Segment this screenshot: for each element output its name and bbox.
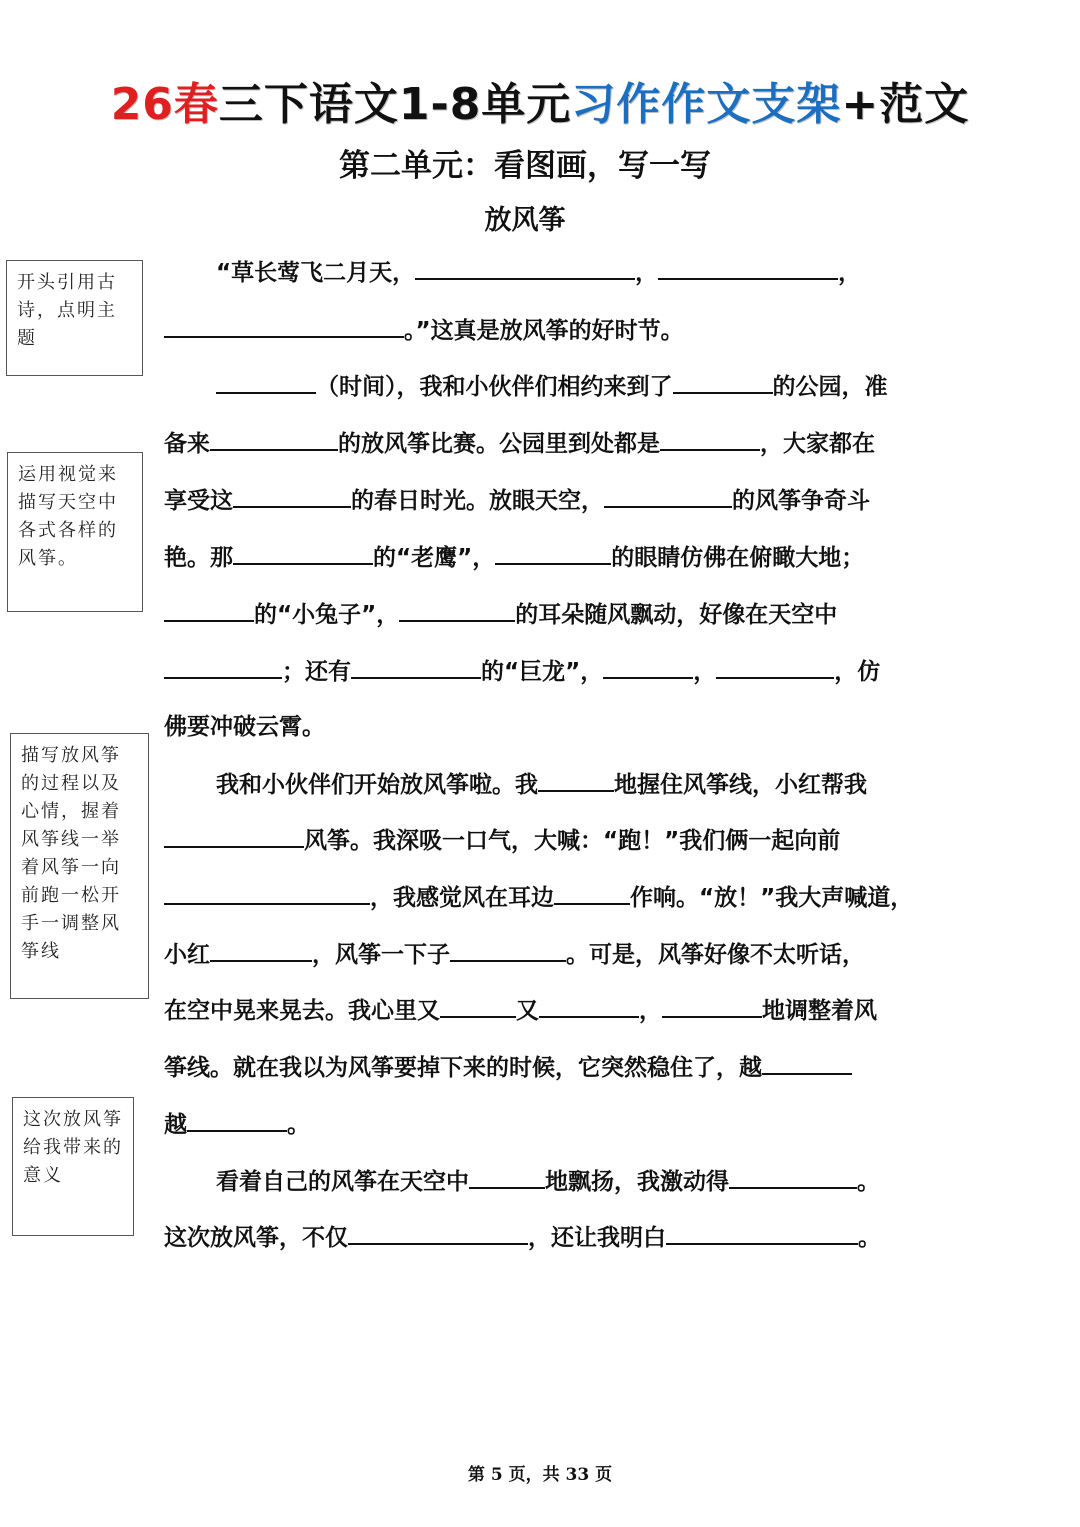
fill-in-blank[interactable] xyxy=(660,423,760,451)
essay-text: 。可是，风筝好像不太听话， xyxy=(566,942,865,968)
essay-text: ，仿 xyxy=(834,659,881,685)
fill-in-blank[interactable] xyxy=(216,366,316,394)
fill-in-blank[interactable] xyxy=(762,1047,852,1075)
essay-text: “草长莺飞二月天， xyxy=(216,260,416,286)
fill-in-blank[interactable] xyxy=(233,537,373,565)
essay-text: ，我感觉风在耳边 xyxy=(370,885,554,911)
essay-text: 的“巨龙”， xyxy=(481,659,604,685)
essay-text: 。 xyxy=(858,1225,881,1251)
essay-text: 佛要冲破云霄。 xyxy=(164,714,325,740)
essay-text: 看着自己的风筝在天空中 xyxy=(216,1169,469,1195)
essay-text: 地握住风筝线，小红帮我 xyxy=(614,772,867,798)
essay-text: 地飘扬，我激动得 xyxy=(545,1169,729,1195)
fill-in-blank[interactable] xyxy=(164,820,304,848)
essay-title: 放风筝 xyxy=(484,205,566,236)
essay-line xyxy=(164,366,888,406)
fill-in-blank[interactable] xyxy=(187,1104,287,1132)
title-part: 26春 xyxy=(110,79,219,130)
essay-line xyxy=(164,707,325,747)
essay-text: ，还让我明白 xyxy=(528,1225,666,1251)
essay-line xyxy=(164,877,913,917)
fill-in-blank[interactable] xyxy=(164,310,404,338)
essay-text: 的耳朵随风飘动，好像在天空中 xyxy=(515,602,838,628)
margin-note-visual: 运用视觉来描写天空中各式各样的风筝。 xyxy=(7,452,143,612)
essay-text: 作响。“放！”我大声喊道， xyxy=(630,885,914,911)
essay-line xyxy=(164,537,864,577)
essay-line xyxy=(164,651,880,691)
fill-in-blank[interactable] xyxy=(658,252,838,280)
essay-text: 这次放风筝，不仅 xyxy=(164,1225,348,1251)
essay-text: 的放风筝比赛。公园里到处都是 xyxy=(338,431,660,457)
unit-subtitle: 第二单元：看图画，写一写 xyxy=(339,148,711,184)
essay-line xyxy=(164,594,837,634)
essay-text: 越 xyxy=(164,1112,187,1138)
fill-in-blank[interactable] xyxy=(210,423,338,451)
fill-in-blank[interactable] xyxy=(538,764,614,792)
title-part: 习作作文支架 xyxy=(571,79,842,130)
essay-text: ， xyxy=(838,260,862,286)
essay-line xyxy=(164,934,865,974)
margin-note-opening: 开头引用古诗，点明主题 xyxy=(6,260,143,376)
essay-text: 的“老鹰”， xyxy=(373,545,496,571)
page-number: 第 5 页，共 33 页 xyxy=(467,1465,613,1485)
essay-text: 的公园，准 xyxy=(772,374,888,400)
fill-in-blank[interactable] xyxy=(662,990,762,1018)
fill-in-blank[interactable] xyxy=(469,1161,545,1189)
essay-text: ；还有 xyxy=(282,659,351,685)
fill-in-blank[interactable] xyxy=(604,480,732,508)
fill-in-blank[interactable] xyxy=(348,1217,528,1245)
fill-in-blank[interactable] xyxy=(729,1161,857,1189)
essay-text: 备来 xyxy=(164,431,210,457)
fill-in-blank[interactable] xyxy=(399,594,515,622)
essay-text: ， xyxy=(639,998,662,1024)
essay-text: 我和小伙伴们开始放风筝啦。我 xyxy=(216,772,538,798)
essay-text: 享受这 xyxy=(164,488,233,514)
essay-text: 的“小兔子”， xyxy=(254,602,400,628)
margin-note-meaning: 这次放风筝给我带来的意义 xyxy=(12,1097,134,1236)
essay-text: 地调整着风 xyxy=(762,998,877,1024)
essay-line xyxy=(164,1161,880,1201)
fill-in-blank[interactable] xyxy=(164,594,254,622)
essay-line xyxy=(164,1047,852,1087)
essay-text: ， xyxy=(693,659,717,685)
margin-note-process: 描写放风筝的过程以及心情，握着风筝线一举着风筝一向前跑一松开手一调整风筝线 xyxy=(10,733,149,999)
fill-in-blank[interactable] xyxy=(603,651,693,679)
essay-text: 。”这真是放风筝的好时节。 xyxy=(404,318,684,344)
essay-text: 艳。那 xyxy=(164,545,233,571)
fill-in-blank[interactable] xyxy=(666,1217,858,1245)
document-title xyxy=(0,68,1080,132)
essay-text: 。 xyxy=(857,1169,880,1195)
fill-in-blank[interactable] xyxy=(673,366,773,394)
essay-text: 风筝。我深吸一口气，大喊：“跑！”我们俩一起向前 xyxy=(304,828,841,854)
essay-text: ，风筝一下子 xyxy=(312,942,450,968)
fill-in-blank[interactable] xyxy=(351,651,481,679)
essay-line xyxy=(164,1217,881,1257)
essay-text: ，大家都在 xyxy=(760,431,875,457)
essay-line xyxy=(164,480,870,520)
fill-in-blank[interactable] xyxy=(554,877,630,905)
title-part: +范文 xyxy=(841,79,970,130)
essay-text: 在空中晃来晃去。我心里又 xyxy=(164,998,440,1024)
fill-in-blank[interactable] xyxy=(164,651,282,679)
essay-line xyxy=(164,310,684,350)
essay-line xyxy=(164,764,867,804)
fill-in-blank[interactable] xyxy=(233,480,351,508)
fill-in-blank[interactable] xyxy=(495,537,611,565)
essay-line xyxy=(164,1104,310,1144)
fill-in-blank[interactable] xyxy=(539,990,639,1018)
essay-line xyxy=(164,252,861,292)
essay-text: 。 xyxy=(287,1112,310,1138)
essay-text: 的风筝争奇斗 xyxy=(732,488,870,514)
fill-in-blank[interactable] xyxy=(440,990,516,1018)
essay-text: 筝线。就在我以为风筝要掉下来的时候，它突然稳住了，越 xyxy=(164,1055,762,1081)
essay-text: 小红 xyxy=(164,942,210,968)
essay-text: （时间），我和小伙伴们相约来到了 xyxy=(316,374,673,400)
fill-in-blank[interactable] xyxy=(415,252,635,280)
fill-in-blank[interactable] xyxy=(210,934,312,962)
fill-in-blank[interactable] xyxy=(450,934,566,962)
fill-in-blank[interactable] xyxy=(716,651,834,679)
essay-text: 的眼睛仿佛在俯瞰大地； xyxy=(611,545,865,571)
essay-text: ， xyxy=(635,260,659,286)
essay-line xyxy=(164,990,877,1030)
essay-line xyxy=(164,423,875,463)
title-part: 三下语文1-8单元 xyxy=(218,79,572,130)
essay-line xyxy=(164,820,840,860)
essay-text: 的春日时光。放眼天空， xyxy=(351,488,604,514)
essay-text: 又 xyxy=(516,998,539,1024)
fill-in-blank[interactable] xyxy=(164,877,370,905)
